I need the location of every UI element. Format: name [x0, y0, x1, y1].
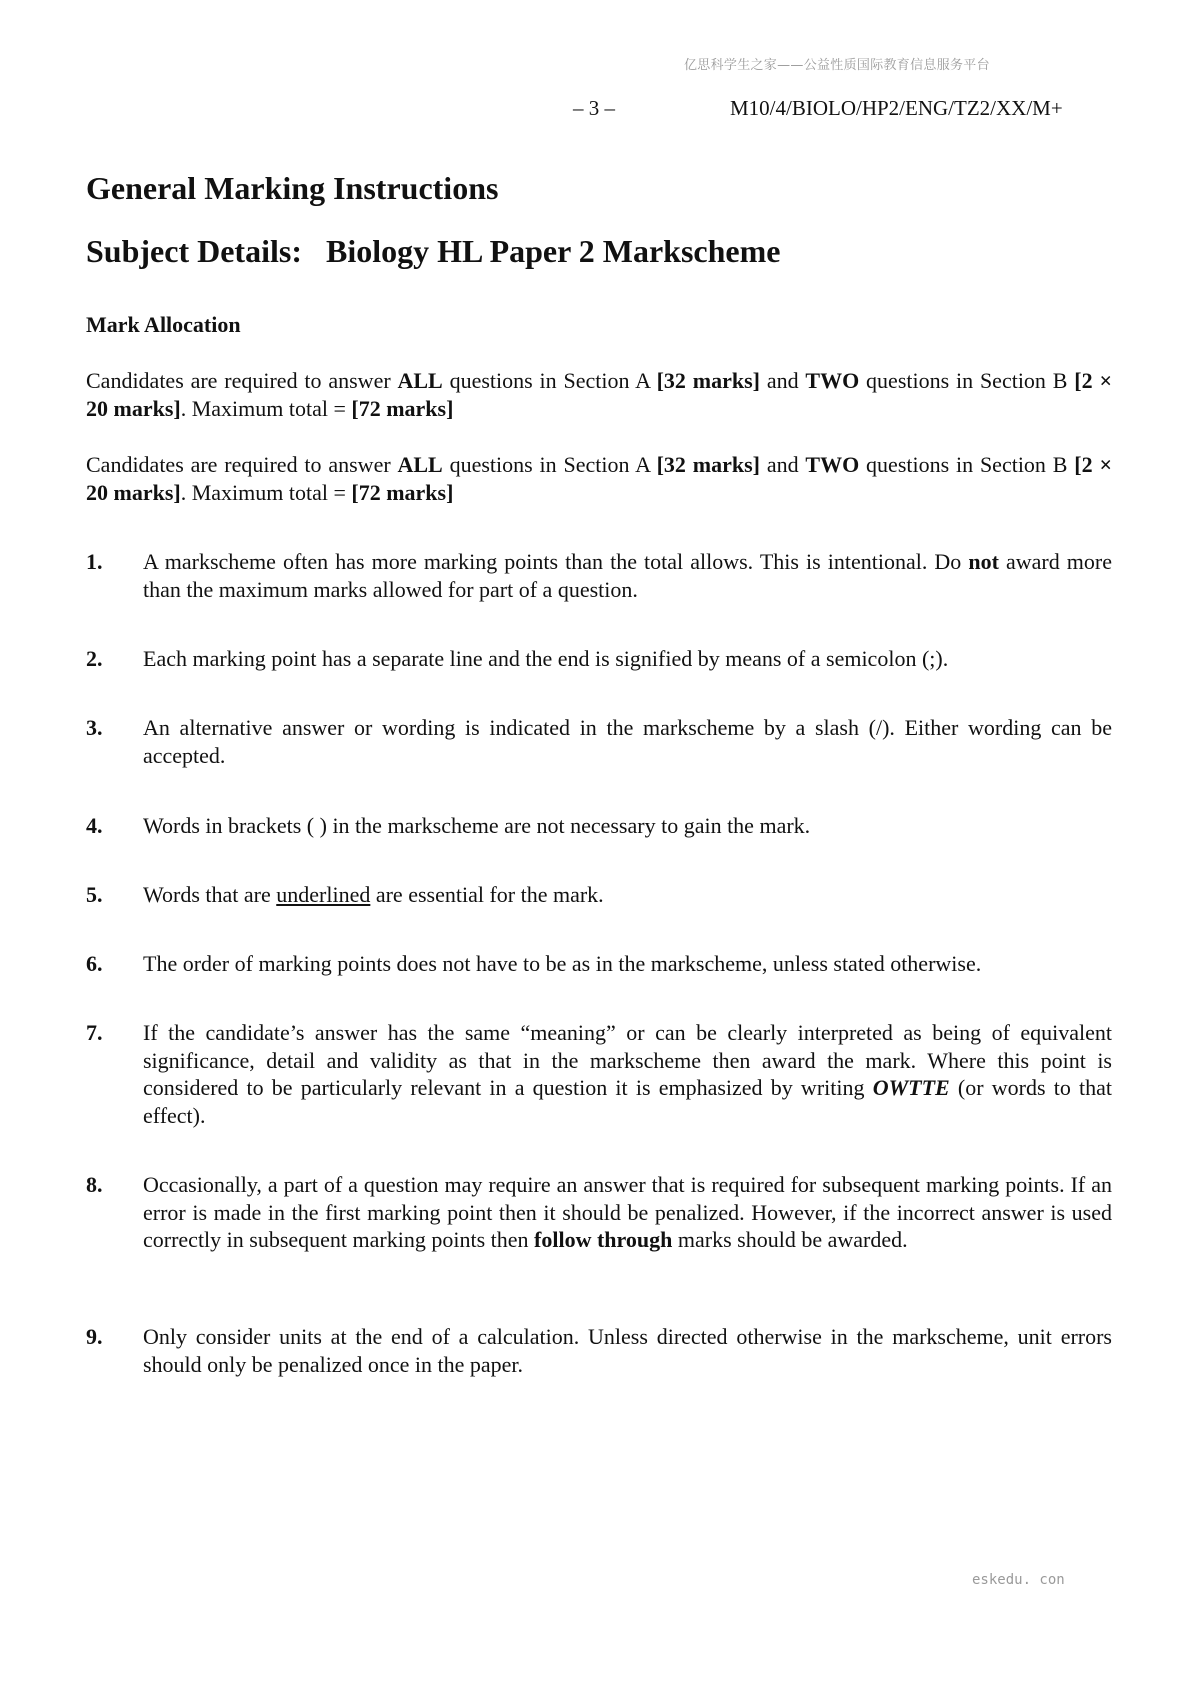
- text-run: If the candidate’s answer has the same “meaning” or can be clearly interpreted as being of equivalent significance, detail and validity as that in the markscheme then award the mark. Where this point is considered to be particularly relevant in a question it is emphasized by writing: [143, 1020, 1112, 1100]
- watermark-bottom: eskedu. con: [972, 1572, 1065, 1588]
- instruction-number: 1.: [86, 549, 103, 574]
- subject-details: [86, 233, 780, 270]
- instruction-number: 4.: [86, 813, 103, 838]
- text-run: award more than the maximum marks allowed for part of a question.: [143, 549, 1113, 602]
- instruction-text: Words in brackets ( ) in the markscheme are not necessary to gain the mark.: [143, 813, 811, 838]
- para-bold: [32 marks]: [656, 452, 760, 477]
- subject-label: Subject Details:: [86, 233, 302, 269]
- running-header: [0, 96, 1191, 122]
- instruction-number: 3.: [86, 715, 103, 740]
- para-bold: ALL: [397, 368, 443, 393]
- text-run: A markscheme often has more marking points than the total allows. This is intentional. Do: [143, 549, 969, 574]
- instruction-text: Only consider units at the end of a calculation. Unless directed otherwise in the markscheme, unit errors should only be penalized once in the paper.: [143, 1324, 1112, 1377]
- para-bold: [2 × 20 marks]: [86, 452, 1112, 505]
- mark-allocation-paragraph: [86, 367, 1112, 422]
- text-run: marks should be awarded.: [672, 1227, 908, 1252]
- page-title: General Marking Instructions: [86, 170, 499, 206]
- para-bold: [72 marks]: [351, 479, 454, 505]
- instruction-text: [143, 548, 1112, 603]
- text-run: (or words to that effect).: [143, 1075, 1112, 1128]
- para-text: and: [759, 368, 806, 393]
- instruction-text: An alternative answer or wording is indicated in the markscheme by a slash (/). Either wording can be accepted.: [143, 715, 1112, 768]
- bold-run: not: [968, 549, 999, 574]
- text-run: are essential for the mark.: [370, 882, 604, 907]
- instruction-text: [143, 1171, 1112, 1254]
- instruction-text: [143, 1019, 1112, 1129]
- instruction-number: 9.: [86, 1324, 103, 1349]
- mark-allocation-heading: Mark Allocation: [86, 312, 241, 337]
- para-text: Candidates are required to answer: [86, 452, 398, 477]
- mark-allocation-paragraph: [86, 451, 1112, 506]
- para-text: questions in Section A: [442, 368, 657, 393]
- para-text: questions in Section B: [859, 452, 1075, 477]
- watermark-top: 亿思科学生之家——公益性质国际教育信息服务平台: [684, 58, 990, 73]
- text-run: Words that are: [143, 882, 277, 907]
- para-bold: ALL: [397, 452, 443, 477]
- instruction-number: 5.: [86, 882, 103, 907]
- bold-italic-run: OWTTE: [872, 1075, 950, 1100]
- para-bold: TWO: [805, 368, 860, 393]
- instruction-text: [143, 881, 1112, 909]
- instruction-number: 2.: [86, 646, 103, 671]
- paper-code: M10/4/BIOLO/HP2/ENG/TZ2/XX/M+: [730, 96, 1063, 120]
- instruction-number: 8.: [86, 1172, 103, 1197]
- subject-value: Biology HL Paper 2 Markscheme: [325, 233, 781, 269]
- instruction-text: Each marking point has a separate line and the end is signified by means of a semicolon (;).: [143, 646, 949, 671]
- para-bold: [2 × 20 marks]: [86, 368, 1112, 421]
- para-bold: TWO: [805, 452, 860, 477]
- para-text: Candidates are required to answer: [86, 368, 398, 393]
- page-number: – 3 –: [573, 96, 615, 120]
- para-bold: [72 marks]: [351, 395, 454, 421]
- instruction-number: 6.: [86, 951, 103, 976]
- para-text: . Maximum total =: [180, 479, 352, 505]
- instruction-number: 7.: [86, 1020, 103, 1045]
- bold-run: follow through: [534, 1227, 673, 1252]
- instruction-text: The order of marking points does not have to be as in the markscheme, unless stated otherwise.: [143, 951, 982, 976]
- para-text: . Maximum total =: [180, 395, 352, 421]
- para-bold: [32 marks]: [656, 368, 760, 393]
- para-text: questions in Section A: [442, 452, 657, 477]
- text-run: Occasionally, a part of a question may require an answer that is required for subsequent marking points. If an error is made in the first marking point then it should be penalized. However, if the incorrect answer is used correctly in subsequent marking points then: [143, 1172, 1112, 1252]
- para-text: and: [759, 452, 806, 477]
- underlined-run: underlined: [276, 882, 371, 907]
- para-text: questions in Section B: [859, 368, 1075, 393]
